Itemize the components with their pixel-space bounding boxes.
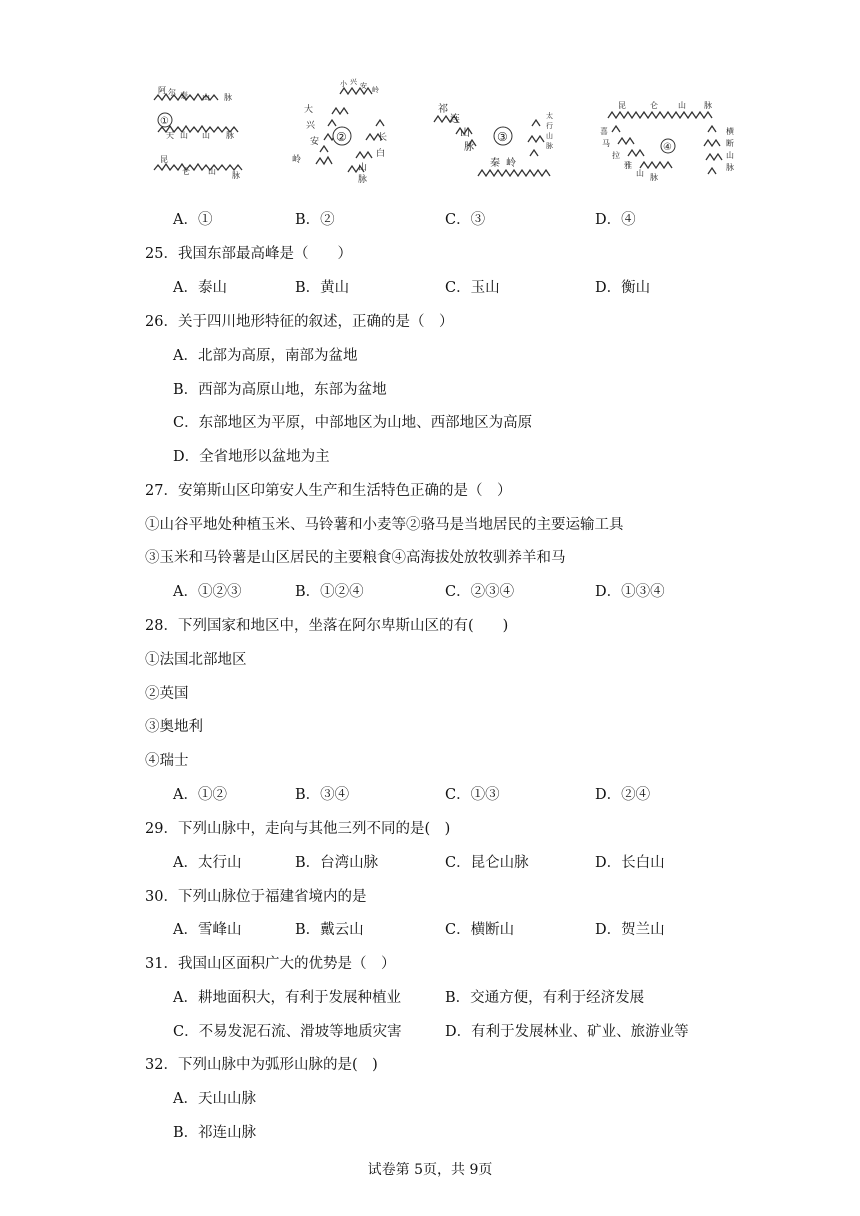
svg-text:兴: 兴 xyxy=(306,121,316,131)
svg-text:脉: 脉 xyxy=(224,93,232,102)
q30-stem: 30．下列山脉位于福建省境内的是 xyxy=(145,889,367,905)
svg-text:仑: 仑 xyxy=(650,101,658,110)
svg-text:安: 安 xyxy=(310,137,320,147)
svg-text:泰: 泰 xyxy=(180,91,188,100)
q28-item-4: ④瑞士 xyxy=(145,753,189,769)
svg-text:脉: 脉 xyxy=(464,142,474,153)
q27-option-a: A．①②③ xyxy=(173,584,242,600)
q32-option-a: A．天山山脉 xyxy=(173,1091,256,1107)
svg-text:岭: 岭 xyxy=(506,158,516,169)
svg-text:白: 白 xyxy=(376,149,386,159)
q24-option-c: C．③ xyxy=(445,212,486,228)
svg-text:阿: 阿 xyxy=(158,86,166,95)
page-footer: 试卷第 5页，共 9页 xyxy=(367,1162,493,1178)
mountain-diagram-3 xyxy=(428,96,578,186)
svg-text:山: 山 xyxy=(460,128,470,139)
q32-stem: 32．下列山脉中为弧形山脉的是( ) xyxy=(145,1057,378,1073)
svg-text:山: 山 xyxy=(726,151,734,160)
q27-option-d: D．①③④ xyxy=(595,584,665,600)
svg-text:喜: 喜 xyxy=(600,127,608,136)
q31-option-b: B．交通方便，有利于经济发展 xyxy=(445,990,645,1006)
svg-text:山: 山 xyxy=(636,169,644,178)
svg-text:安: 安 xyxy=(360,82,367,90)
q31-option-c: C．不易发泥石流、滑坡等地质灾害 xyxy=(173,1024,402,1040)
q28-option-d: D．②④ xyxy=(595,787,651,803)
svg-text:山: 山 xyxy=(208,167,216,176)
svg-text:山: 山 xyxy=(678,101,686,110)
svg-text:仑: 仑 xyxy=(182,167,190,176)
svg-text:小: 小 xyxy=(340,80,347,88)
q24-option-b: B．② xyxy=(295,212,335,228)
q25-option-d: D．衡山 xyxy=(595,280,651,296)
q29-option-d: D．长白山 xyxy=(595,855,665,871)
q26-option-d: D．全省地形以盆地为主 xyxy=(173,449,330,465)
q27-option-b: B．①②④ xyxy=(295,584,364,600)
q30-option-a: A．雪峰山 xyxy=(173,922,242,938)
q26-option-b: B．西部为高原山地，东部为盆地 xyxy=(173,382,387,398)
q29-stem: 29．下列山脉中，走向与其他三列不同的是( ) xyxy=(145,821,451,837)
svg-text:山: 山 xyxy=(180,131,188,140)
mountain-diagram-2 xyxy=(286,74,396,189)
svg-text:脉: 脉 xyxy=(650,173,658,182)
svg-text:行: 行 xyxy=(546,122,553,130)
svg-text:脉: 脉 xyxy=(358,175,368,185)
q30-option-c: C．横断山 xyxy=(445,922,515,938)
svg-text:岭: 岭 xyxy=(292,155,302,165)
q25-option-b: B．黄山 xyxy=(295,280,350,296)
mountain-diagram-4 xyxy=(596,96,746,186)
q28-option-c: C．①③ xyxy=(445,787,500,803)
q28-item-3: ③奥地利 xyxy=(145,719,203,735)
q26-stem: 26．关于四川地形特征的叙述，正确的是（ ） xyxy=(145,314,454,330)
q28-option-b: B．③④ xyxy=(295,787,350,803)
svg-text:脉: 脉 xyxy=(726,163,734,172)
diagram-4-number: ④ xyxy=(663,142,672,153)
svg-text:尔: 尔 xyxy=(168,88,176,97)
svg-text:脉: 脉 xyxy=(704,101,712,110)
q27-items-1: ①山谷平地处种植玉米、马铃薯和小麦等②骆马是当地居民的主要运输工具 xyxy=(145,517,624,533)
svg-text:脉: 脉 xyxy=(232,171,240,180)
svg-text:山: 山 xyxy=(546,132,553,140)
mountain-diagram-1 xyxy=(146,78,256,188)
q27-items-2: ③玉米和马铃薯是山区居民的主要粮食④高海拔处放牧驯养羊和马 xyxy=(145,550,566,566)
q28-stem: 28．下列国家和地区中，坐落在阿尔卑斯山区的有( ) xyxy=(145,618,509,634)
svg-text:长: 长 xyxy=(378,133,388,143)
q26-option-a: A．北部为高原，南部为盆地 xyxy=(173,348,358,364)
q27-stem: 27．安第斯山区印第安人生产和生活特色正确的是（ ） xyxy=(145,483,512,499)
q27-option-c: C．②③④ xyxy=(445,584,515,600)
svg-text:大: 大 xyxy=(304,105,314,115)
q25-option-a: A．泰山 xyxy=(173,280,227,296)
q28-item-1: ①法国北部地区 xyxy=(145,652,247,668)
q29-option-c: C．昆仑山脉 xyxy=(445,855,529,871)
q31-stem: 31．我国山区面积广大的优势是（ ） xyxy=(145,956,396,972)
q28-item-2: ②英国 xyxy=(145,686,189,702)
svg-text:连: 连 xyxy=(450,114,460,125)
q29-option-a: A．太行山 xyxy=(173,855,242,871)
svg-text:雅: 雅 xyxy=(624,161,632,170)
q31-option-d: D．有利于发展林业、矿业、旅游业等 xyxy=(445,1024,689,1040)
svg-text:秦: 秦 xyxy=(490,158,500,169)
q32-option-b: B．祁连山脉 xyxy=(173,1125,257,1141)
svg-text:脉: 脉 xyxy=(546,142,553,150)
svg-text:昆: 昆 xyxy=(618,101,626,110)
q29-option-b: B．台湾山脉 xyxy=(295,855,379,871)
svg-text:山: 山 xyxy=(358,163,368,173)
diagram-1-number: ① xyxy=(160,116,169,127)
svg-text:马: 马 xyxy=(602,139,610,148)
svg-text:山: 山 xyxy=(202,131,210,140)
q31-option-a: A．耕地面积大，有利于发展种植业 xyxy=(173,990,401,1006)
q28-option-a: A．①② xyxy=(173,787,227,803)
q30-option-d: D．贺兰山 xyxy=(595,922,665,938)
q30-option-b: B．戴云山 xyxy=(295,922,364,938)
q25-option-c: C．玉山 xyxy=(445,280,500,296)
svg-text:山: 山 xyxy=(202,93,210,102)
svg-text:天: 天 xyxy=(166,131,174,140)
svg-text:拉: 拉 xyxy=(612,151,620,160)
svg-text:断: 断 xyxy=(726,139,734,148)
svg-text:昆: 昆 xyxy=(160,155,168,164)
q26-option-c: C．东部地区为平原，中部地区为山地、西部地区为高原 xyxy=(173,415,533,431)
svg-text:岭: 岭 xyxy=(372,86,379,94)
q24-option-a: A．① xyxy=(173,212,213,228)
svg-text:脉: 脉 xyxy=(226,131,234,140)
svg-text:兴: 兴 xyxy=(350,78,357,86)
q24-option-d: D．④ xyxy=(595,212,636,228)
q25-stem: 25．我国东部最高峰是（ ） xyxy=(145,246,352,262)
svg-text:横: 横 xyxy=(726,127,734,136)
diagram-2-number: ② xyxy=(336,130,347,144)
svg-text:太: 太 xyxy=(546,112,553,120)
diagram-3-number: ③ xyxy=(497,130,508,144)
svg-text:祁: 祁 xyxy=(438,104,448,115)
